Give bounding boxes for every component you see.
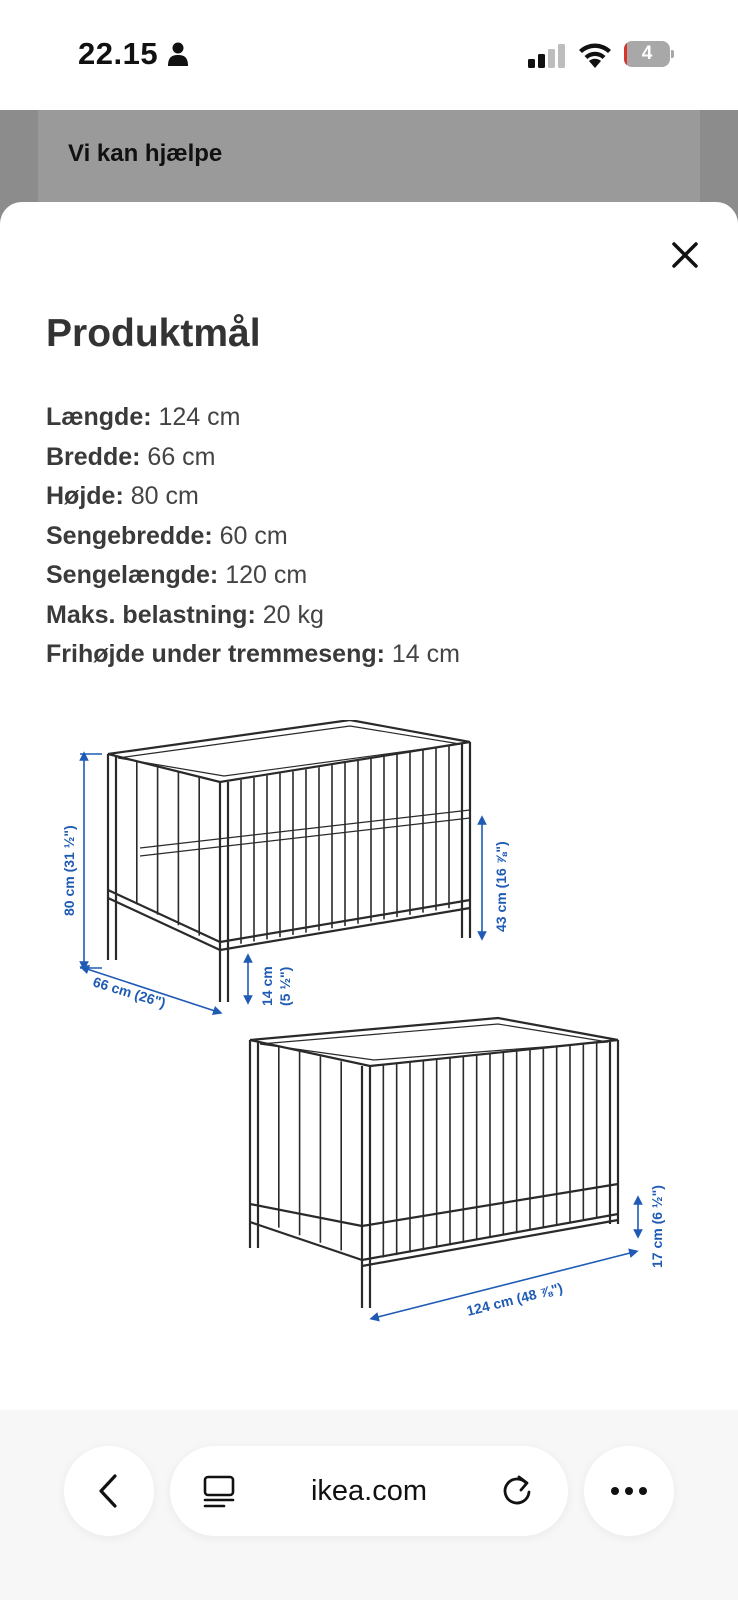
spec-bed-width bbox=[46, 517, 460, 557]
spec-max-load bbox=[46, 596, 460, 636]
wifi-icon bbox=[578, 41, 612, 69]
spec-label: Frihøjde under tremmeseng: bbox=[46, 640, 385, 668]
height-dimension-label: 80 cm (31 ½") bbox=[61, 825, 77, 916]
spec-value: 80 cm bbox=[130, 482, 199, 510]
url-text[interactable]: ikea.com bbox=[310, 1475, 428, 1507]
back-button[interactable] bbox=[64, 1446, 154, 1536]
spec-list bbox=[46, 398, 460, 675]
background-heading: Vi kan hjælpe bbox=[68, 140, 223, 167]
spec-value: 60 cm bbox=[219, 521, 288, 550]
clearance-dimension-label-1: 14 cm bbox=[259, 966, 275, 1006]
spec-width bbox=[46, 438, 460, 478]
clearance-dimension-label-2: (5 ½") bbox=[277, 966, 293, 1006]
page-title: Produktmål bbox=[46, 312, 261, 355]
crib-dimension-diagram bbox=[40, 720, 700, 1360]
status-time: 22.15 bbox=[78, 36, 159, 71]
spec-value: 66 cm bbox=[147, 442, 216, 471]
more-button[interactable] bbox=[584, 1446, 674, 1536]
spec-label: Sengebredde: bbox=[46, 521, 213, 550]
spec-label: Længde: bbox=[46, 403, 152, 431]
spec-clearance bbox=[46, 635, 460, 675]
spec-value: 124 cm bbox=[158, 403, 241, 431]
width-dimension-label: 66 cm (26") bbox=[91, 973, 168, 1011]
address-bar[interactable] bbox=[170, 1446, 568, 1536]
spec-label: Maks. belastning: bbox=[46, 600, 256, 629]
spec-length bbox=[46, 398, 460, 438]
spec-value: 120 cm bbox=[225, 561, 308, 589]
lower-level-dimension-label: 17 cm (6 ½") bbox=[649, 1185, 665, 1268]
crib-illustration-lower bbox=[250, 1018, 618, 1308]
person-icon bbox=[168, 42, 188, 66]
spec-label: Sengelængde: bbox=[46, 561, 219, 589]
spec-value: 20 kg bbox=[262, 600, 324, 629]
spec-bed-length bbox=[46, 556, 460, 596]
spec-label: Bredde: bbox=[46, 442, 141, 471]
battery-icon bbox=[624, 41, 674, 67]
reload-icon[interactable] bbox=[500, 1474, 534, 1508]
spec-value: 14 cm bbox=[391, 640, 460, 668]
back-icon bbox=[93, 1473, 125, 1509]
status-bar bbox=[0, 0, 738, 110]
close-icon[interactable] bbox=[668, 238, 702, 272]
signal-icon bbox=[528, 44, 566, 68]
length-dimension-label: 124 cm (48 ⅞") bbox=[464, 1279, 565, 1319]
side-height-dimension-label: 43 cm (16 ⅞") bbox=[493, 841, 509, 932]
more-icon bbox=[609, 1485, 649, 1497]
crib-illustration-upper bbox=[108, 720, 470, 1002]
spec-label: Højde: bbox=[46, 482, 124, 510]
spec-height bbox=[46, 477, 460, 517]
battery-level: 4 bbox=[641, 43, 653, 64]
